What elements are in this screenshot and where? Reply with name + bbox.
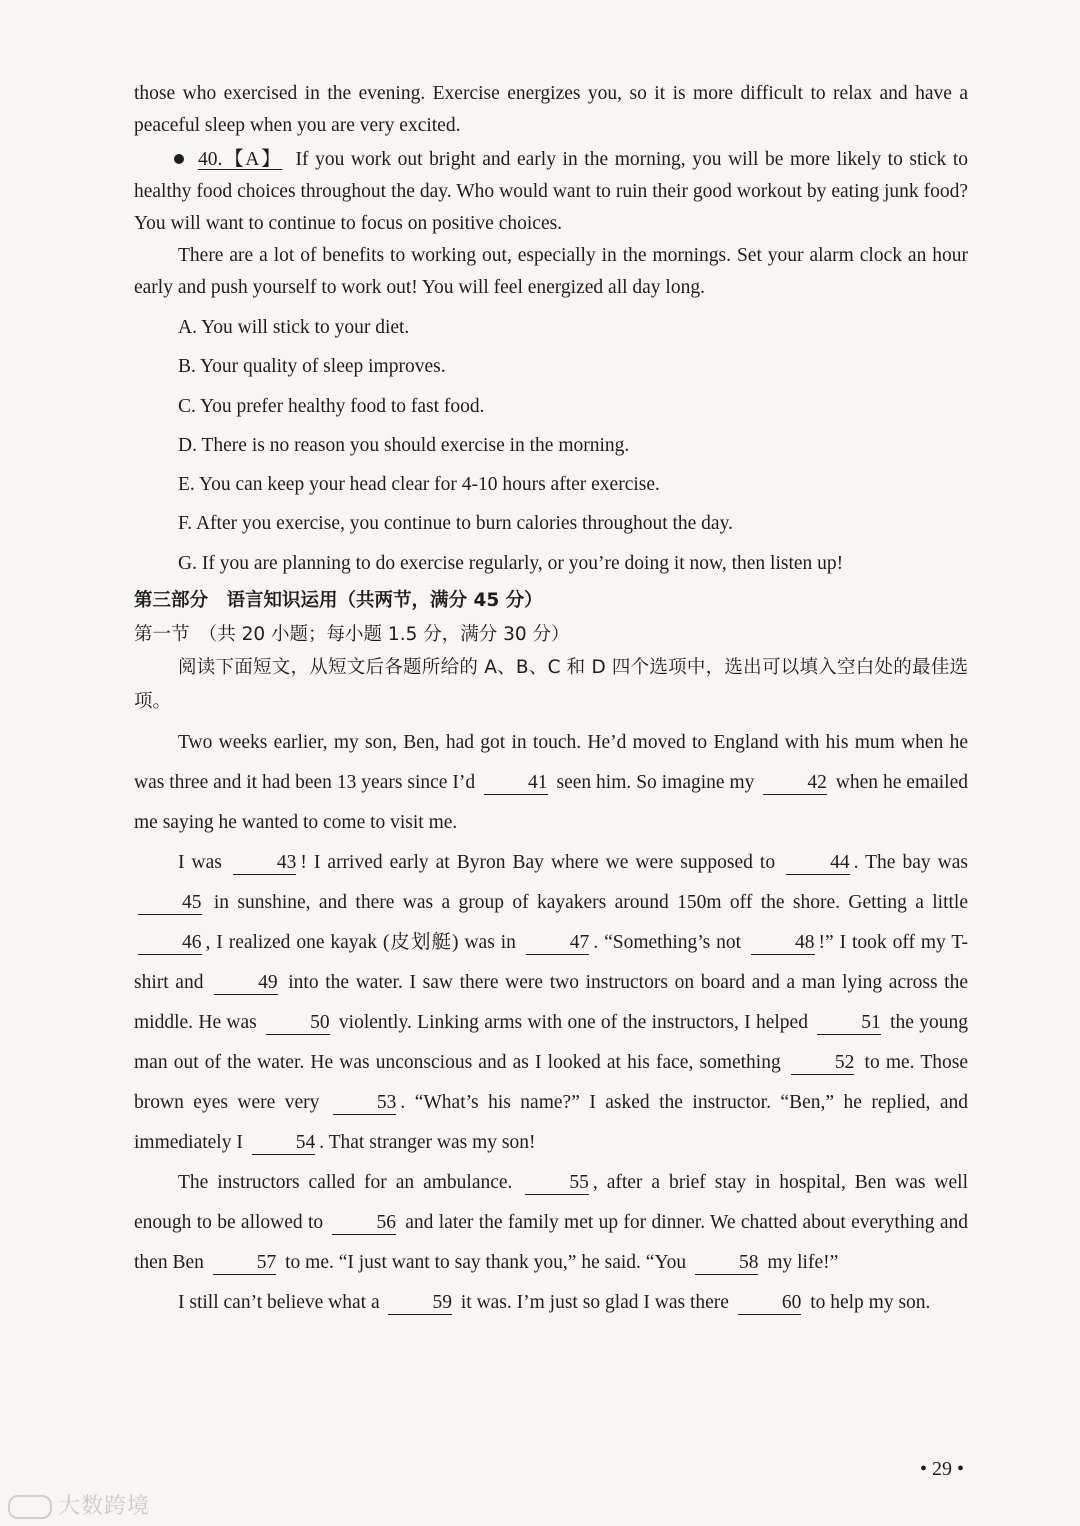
blank-54: 54 [252,1132,316,1155]
option-b: B. Your quality of sleep improves. [178,356,446,378]
blank-58: 58 [695,1252,759,1275]
blank-45: 45 [138,892,202,915]
blank-47: 47 [526,932,590,955]
option-c: C. You prefer healthy food to fast food. [178,395,485,417]
instructions: 阅读下面短文，从短文后各题所给的 A、B、C 和 D 四个选项中，选出可以填入空白处的最佳选项。 [134,657,968,713]
blank-57: 57 [213,1252,277,1275]
page-number: • 29 • [919,1458,964,1480]
blank-53: 53 [333,1092,397,1115]
bullet-icon [174,154,184,164]
blank-60: 60 [738,1292,802,1315]
blank-59: 59 [388,1292,452,1315]
closing-paragraph: There are a lot of benefits to working out, especially in the mornings. Set your alarm clock an hour early and push yourself to work out! You will feel energized all day long. [134,245,968,298]
option-f: F. After you exercise, you continue to burn calories throughout the day. [178,513,733,535]
option-e: E. You can keep your head clear for 4-10 hours after exercise. [178,474,660,496]
cloze-paragraph-4: I still can’t believe what a 59 it was. I’m just so glad I was there 60 to help my son. [178,1292,931,1314]
watermark: 大数跨境 [8,1489,150,1520]
blank-41: 41 [484,772,548,795]
blank-49: 49 [214,972,278,995]
answer-40-mark: 40.【A】 [198,149,283,170]
section1-heading: 第一节 （共 20 小题；每小题 1.5 分，满分 30 分） [134,624,570,646]
blank-42: 42 [763,772,827,795]
answer-40-paragraph [134,144,968,240]
page-content [134,78,968,1323]
cloze-paragraph-2: I was 43 ! I arrived early at Byron Bay where we were supposed to 44 . The bay was 45 in sunshine, and there was a group of kayakers around 150m off the shore. Getting a little 46 , I realized one kayak (皮划艇) was in 47 . “Something’s not 48 !” I took off my T-shirt and 49 into the water. I saw there were two instructors on board and a man lying across the middle. He was 50 violently. Linking arms with one of the instructors, I helped 51 the young man out of the water. He was unconscious and as I looked at his face, something 52 to me. Those brown eyes were very 53 . “What’s his name?” I asked the instructor. “Ben,” he replied, and immediately I 54 . That stranger was my son! [134,852,969,1154]
option-g: G. If you are planning to do exercise regularly, or you’re doing it now, then listen up! [178,552,844,574]
options-list [134,308,968,583]
answer-40-text: If you work out bright and early in the morning, you will be more likely to stick to healthy food choices throughout the day. Who would want to ruin their good workout by eating junk food? You will want to continue to focus on positive choices. [134,149,969,234]
part3-heading: 第三部分 语言知识运用（共两节，满分 45 分） [134,590,543,612]
paragraph-continued: those who exercised in the evening. Exercise energizes you, so it is more difficult to relax and have a peaceful sleep when you are very excited. [134,83,968,136]
blank-50: 50 [266,1012,330,1035]
blank-55: 55 [525,1172,589,1195]
cloze-paragraph-3: The instructors called for an ambulance. 55 , after a brief stay in hospital, Ben was well enough to be allowed to 56 and later the family met up for dinner. We chatted about everything and then Ben 57 to me. “I just want to say thank you,” he said. “You 58 my life!” [134,1172,968,1274]
blank-56: 56 [332,1212,396,1235]
option-a: A. You will stick to your diet. [178,317,410,338]
blank-52: 52 [791,1052,855,1075]
option-d: D. There is no reason you should exercise in the morning. [178,434,630,456]
watermark-logo-icon [8,1495,52,1519]
blank-44: 44 [786,852,850,875]
blank-46: 46 [138,932,202,955]
blank-48: 48 [751,932,815,955]
cloze-paragraph-1: Two weeks earlier, my son, Ben, had got in touch. He’d moved to England with his mum when he was three and it had been 13 years since I’d 41 seen him. So imagine my 42 when he emailed me saying he wanted to come to visit me. [134,732,969,834]
blank-51: 51 [817,1012,881,1035]
blank-43: 43 [233,852,297,875]
